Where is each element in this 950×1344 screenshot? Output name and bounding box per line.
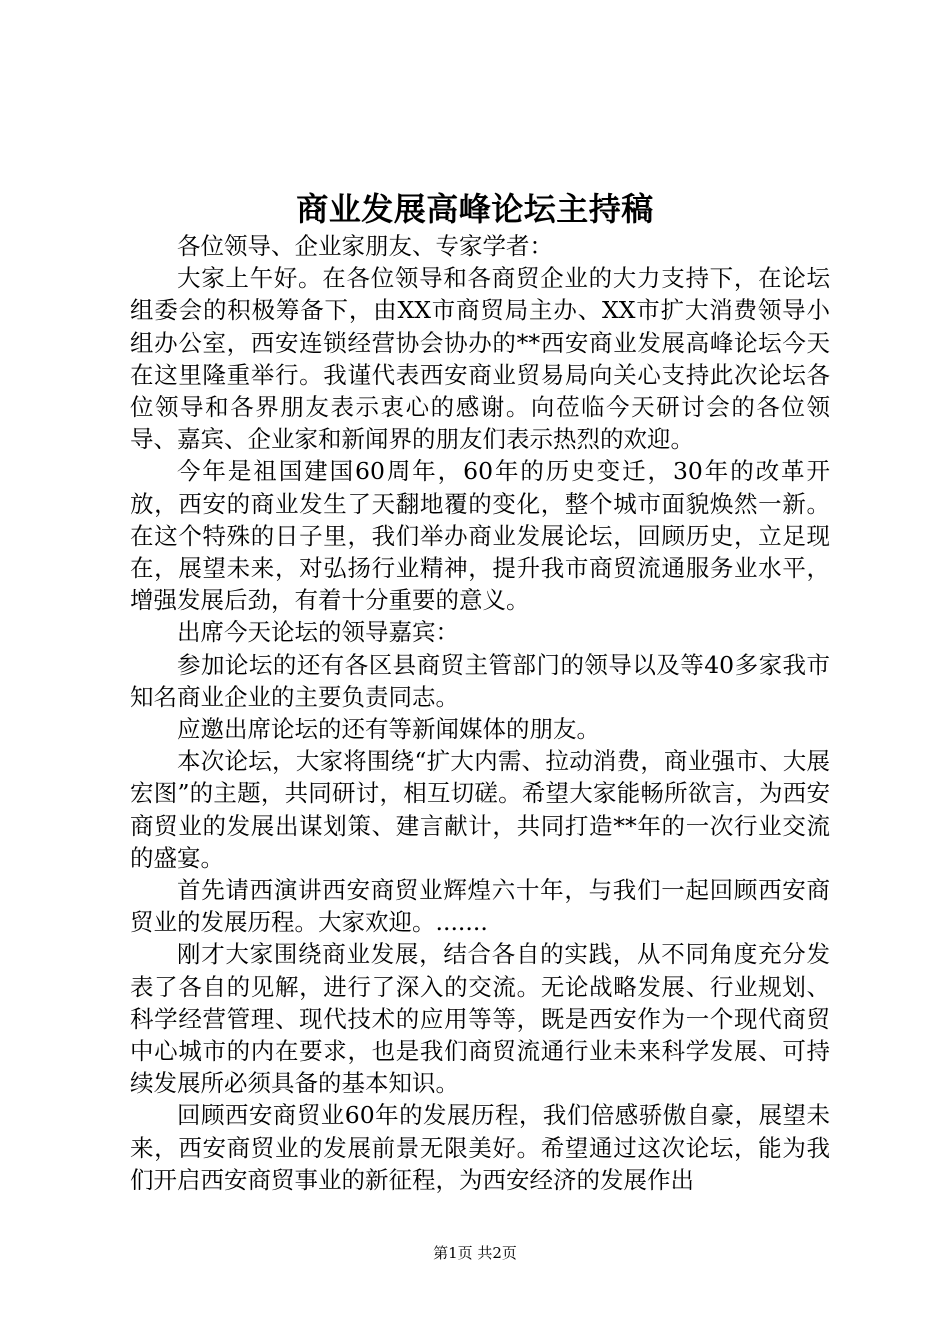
paragraph-first-speech: 首先请西演讲西安商贸业辉煌六十年，与我们一起回顾西安商贸业的发展历程。大家欢迎。....... (130, 876, 830, 937)
paragraph-outlook: 回顾西安商贸业60年的发展历程，我们倍感骄傲自豪，展望未来，西安商贸业的发展前景无限美好。希望通过这次论坛，能为我们开启西安商贸事业的新征程，为西安经济的发展作出 (130, 1101, 830, 1194)
document-title: 商业发展高峰论坛主持稿 (296, 190, 654, 228)
paragraph-media: 应邀出席论坛的还有等新闻媒体的朋友。 (177, 715, 600, 744)
paragraph-participants: 参加论坛的还有各区县商贸主管部门的领导以及等40多家我市知名商业企业的主要负责同志。 (130, 650, 830, 711)
paragraph-anniversary: 今年是祖国建国60周年，60年的历史变迁，30年的改革开放，西安的商业发生了天翻地覆的变化，整个城市面貌焕然一新。在这个特殊的日子里，我们举办商业发展论坛，回顾历史，立足现在，展望未来，对弘扬行业精神，提升我市商贸流通服务业水平，增强发展后劲，有着十分重要的意义。 (130, 457, 830, 615)
paragraph-opening: 大家上午好。在各位领导和各商贸企业的大力支持下，在论坛组委会的积极筹备下，由XX市商贸局主办、XX市扩大消费领导小组办公室，西安连锁经营协会协办的**西安商业发展高峰论坛今天在这里隆重举行。我谨代表西安商业贸易局向关心支持此次论坛各位领导和各界朋友表示衷心的感谢。向莅临今天研讨会的各位领导、嘉宾、企业家和新闻界的朋友们表示热烈的欢迎。 (130, 264, 830, 454)
paragraph-theme: 本次论坛，大家将围绕“扩大内需、拉动消费，商业强市、大展宏图”的主题，共同研讨，相互切磋。希望大家能畅所欲言，为西安商贸业的发展出谋划策、建言献计，共同打造**年的一次行业交流的盛宴。 (130, 747, 830, 872)
page-number-footer: 第1页 共2页 (433, 1244, 517, 1262)
document-body (130, 230, 830, 1196)
paragraph-guests-intro: 出席今天论坛的领导嘉宾： (177, 618, 459, 647)
paragraph-salutation: 各位领导、企业家朋友、专家学者： (177, 232, 553, 260)
paragraph-summary: 刚才大家围绕商业发展，结合各自的实践，从不同角度充分发表了各自的见解，进行了深入的交流。无论战略发展、行业规划、科学经营管理、现代技术的应用等等，既是西安作为一个现代商贸中心城市的内在要求，也是我们商贸流通行业未来科学发展、可持续发展所必须具备的基本知识。 (130, 940, 830, 1098)
